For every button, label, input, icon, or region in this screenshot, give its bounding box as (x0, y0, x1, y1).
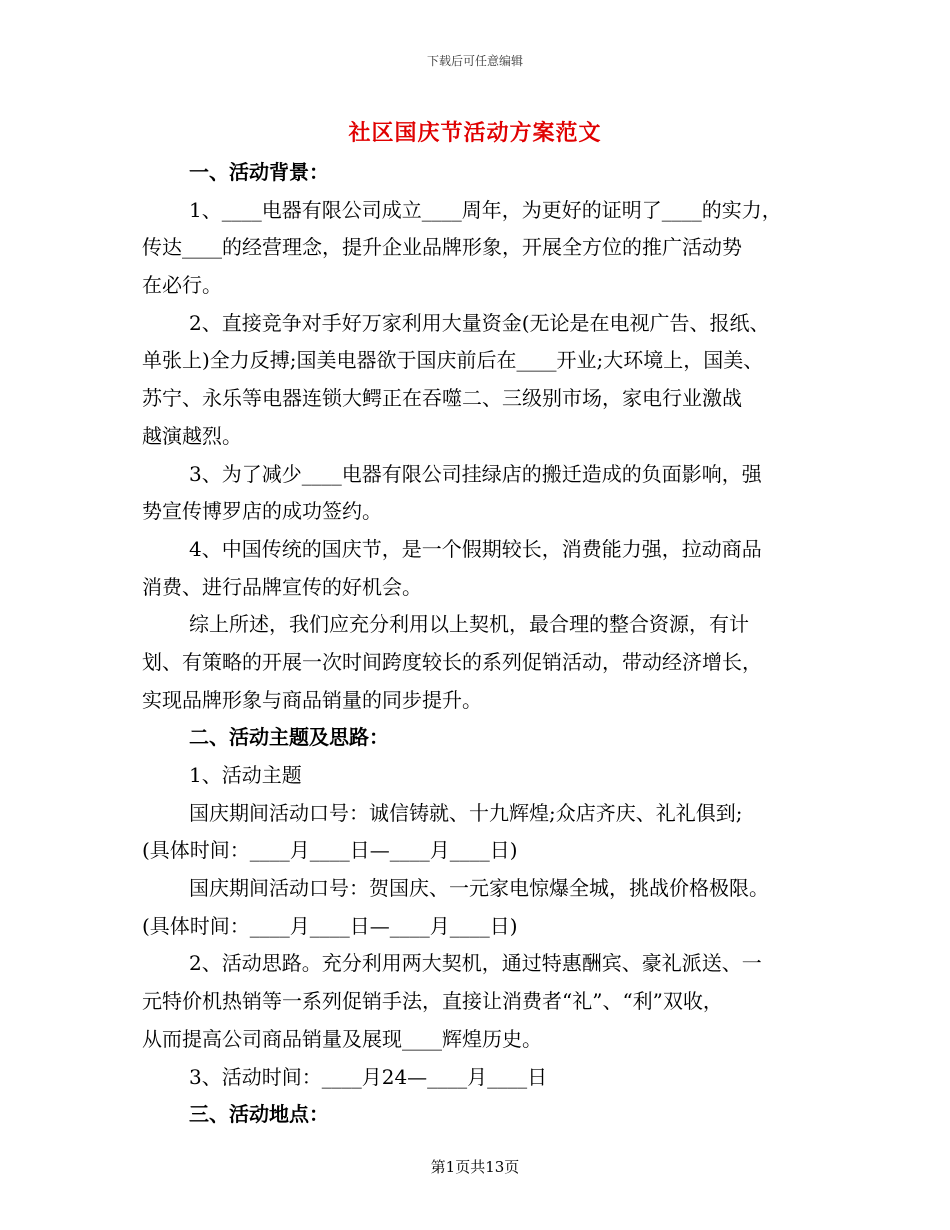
paragraph-line: 实现品牌形象与商品销量的同步提升。 (142, 687, 482, 712)
paragraph-line: 势宣传博罗店的成功签约。 (142, 499, 382, 524)
paragraph-line: 越演越烈。 (142, 423, 242, 448)
document-title: 社区国庆节活动方案范文 (348, 120, 602, 146)
paragraph-line: 元特价机热销等一系列促销手法，直接让消费者“礼”、“利”双收， (142, 989, 723, 1014)
page-header: 下载后可任意编辑 (426, 54, 523, 68)
section-heading: 三、活动地点： (189, 1102, 329, 1127)
paragraph-line: 2、活动思路。充分利用两大契机，通过特惠酬宾、豪礼派送、一 (189, 951, 762, 976)
document-body (142, 154, 812, 1134)
paragraph-line: 2、直接竞争对手好万家利用大量资金(无论是在电视广告、报纸、 (189, 310, 770, 335)
paragraph-line: 消费、进行品牌宣传的好机会。 (142, 574, 422, 599)
paragraph-line: 4、中国传统的国庆节，是一个假期较长，消费能力强，拉动商品 (189, 536, 762, 561)
page-footer: 第1页共13页 (430, 1158, 520, 1176)
paragraph-line: 综上所述，我们应充分利用以上契机，最合理的整合资源，有计 (189, 612, 749, 637)
paragraph-line: 3、活动时间：____月24—____月____日 (189, 1064, 548, 1089)
paragraph-line: 1、____电器有限公司成立____周年，为更好的证明了____的实力， (189, 197, 782, 222)
paragraph-line: 国庆期间活动口号：贺国庆、一元家电惊爆全城，挑战价格极限。 (189, 876, 769, 901)
paragraph-line: 单张上)全力反搏;国美电器欲于国庆前后在____开业;大环境上，国美、 (142, 348, 764, 373)
paragraph-line: (具体时间：____月____日—____月____日) (142, 838, 518, 863)
paragraph-line: 苏宁、永乐等电器连锁大鳄正在吞噬二、三级别市场，家电行业激战 (142, 386, 742, 411)
paragraph-line: 传达____的经营理念，提升企业品牌形象，开展全方位的推广活动势 (142, 235, 742, 260)
paragraph-line: 3、为了减少____电器有限公司挂绿店的搬迁造成的负面影响，强 (189, 461, 762, 486)
paragraph-line: 从而提高公司商品销量及展现____辉煌历史。 (142, 1026, 542, 1051)
paragraph-line: 划、有策略的开展一次时间跨度较长的系列促销活动，带动经济增长， (142, 649, 762, 674)
paragraph-line: 国庆期间活动口号：诚信铸就、十九辉煌;众店齐庆、礼礼俱到; (189, 800, 743, 825)
section-heading: 二、活动主题及思路： (189, 725, 389, 750)
paragraph-line: 1、活动主题 (189, 763, 302, 787)
section-heading: 一、活动背景： (189, 160, 329, 184)
paragraph-line: 在必行。 (142, 273, 222, 298)
paragraph-line: (具体时间：____月____日—____月____日) (142, 913, 518, 938)
